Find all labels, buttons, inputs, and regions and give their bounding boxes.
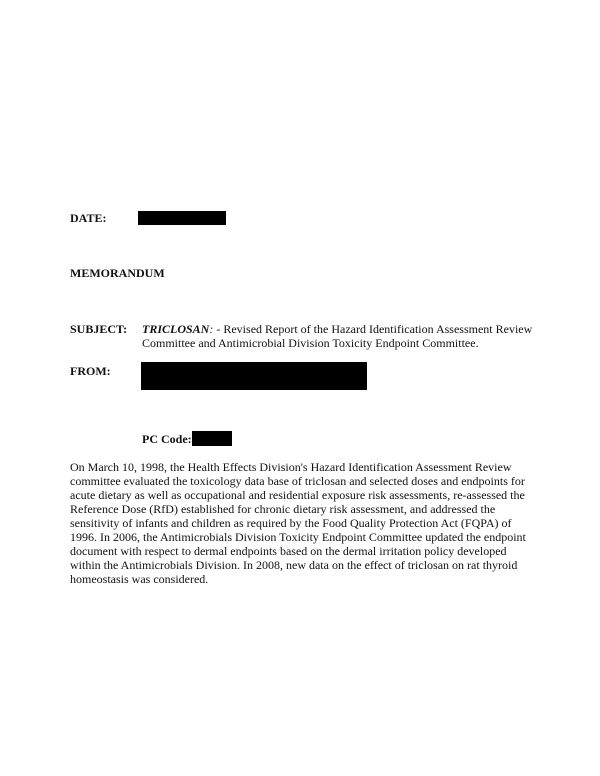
- body-line: document with respect to dermal endpoints based on the dermal irritation policy developed: [70, 544, 507, 558]
- pc-code-redaction: [192, 431, 232, 446]
- body-line: homeostasis was considered.: [70, 572, 209, 586]
- subject-text: [142, 322, 542, 350]
- subject-line1-rest: - Revised Report of the Hazard Identification Assessment Review: [213, 322, 533, 336]
- subject-label: SUBJECT:: [70, 322, 128, 336]
- body-line: On March 10, 1998, the Health Effects Division's Hazard Identification Assessment Review: [70, 460, 512, 474]
- subject-colon: :: [209, 322, 214, 336]
- body-line: Reference Dose (RfD) established for chronic dietary risk assessment, and addressed the: [70, 502, 496, 516]
- subject-line2: Committee and Antimicrobial Division Toxicity Endpoint Committee.: [142, 336, 479, 350]
- subject-chemical-name: TRICLOSAN: [142, 322, 210, 336]
- body-line: sensitivity of infants and children as required by the Food Quality Protection Act (FQPA) of: [70, 516, 512, 530]
- body-line: committee evaluated the toxicology data base of triclosan and selected doses and endpoints for: [70, 474, 525, 488]
- from-redaction: [141, 362, 367, 390]
- body-line: within the Antimicrobials Division. In 2008, new data on the effect of triclosan on rat thyroid: [70, 558, 518, 572]
- from-label: FROM:: [70, 364, 111, 378]
- body-line: 1996. In 2006, the Antimicrobials Division Toxicity Endpoint Committee updated the endpoint: [70, 530, 526, 544]
- date-redaction: [138, 211, 226, 225]
- pc-code-label: PC Code:: [142, 432, 192, 446]
- body-paragraph: [70, 460, 530, 586]
- body-line: acute dietary as well as occupational and residential exposure risk assessments, re-assessed the: [70, 488, 525, 502]
- memorandum-heading: MEMORANDUM: [70, 266, 165, 280]
- date-label: DATE:: [70, 211, 107, 225]
